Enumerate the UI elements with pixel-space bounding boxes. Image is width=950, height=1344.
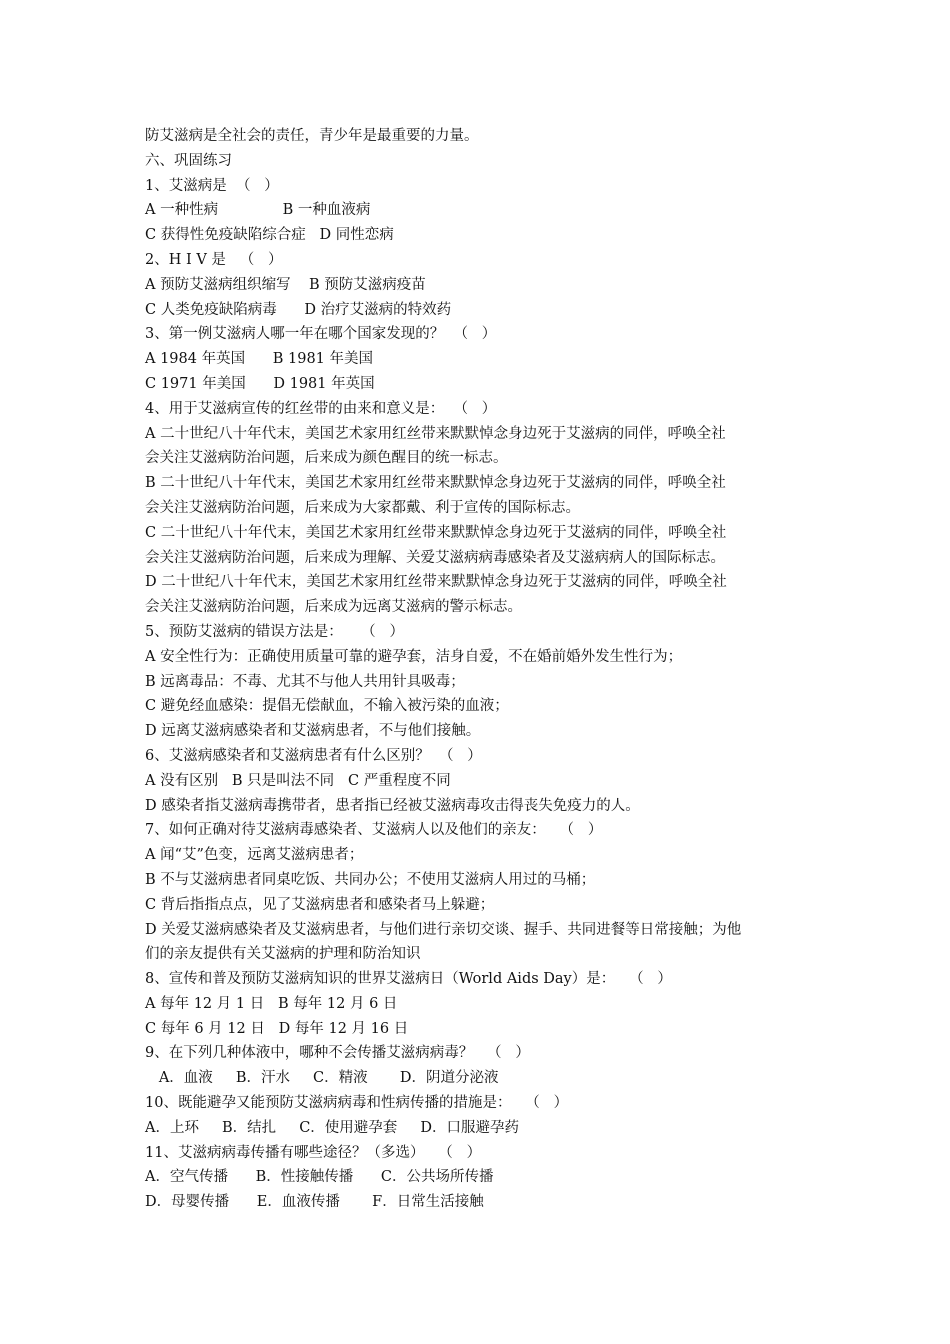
text-line: B 不与艾滋病患者同桌吃饭、共同办公；不使用艾滋病人用过的马桶； xyxy=(145,871,596,888)
text-line: 5、预防艾滋病的错误方法是： （ ） xyxy=(145,623,404,640)
text-line: C 每年 6 月 12 日 D 每年 12 月 16 日 xyxy=(145,1020,409,1037)
text-line: D 二十世纪八十年代末，美国艺术家用红丝带来默默悼念身边死于艾滋病的同伴，呼唤全社 xyxy=(145,574,727,591)
text-line: C 避免经血感染：提倡无偿献血，不输入被污染的血液； xyxy=(145,698,509,715)
text-line: 会关注艾滋病防治问题，后来成为理解、关爱艾滋病病毒感染者及艾滋病病人的国际标志。 xyxy=(145,549,725,566)
text-line: C 获得性免疫缺陷综合症 D 同性恋病 xyxy=(145,227,394,244)
text-line: A 1984 年英国 B 1981 年美国 xyxy=(145,351,374,368)
text-line: 六、巩固练习 xyxy=(145,152,232,169)
text-line: D 关爱艾滋病感染者及艾滋病患者，与他们进行亲切交谈、握手、共同进餐等日常接触；为他 xyxy=(145,921,742,938)
text-line: B 二十世纪八十年代末，美国艺术家用红丝带来默默悼念身边死于艾滋病的同伴，呼唤全社 xyxy=(145,475,726,492)
text-line: 4、用于艾滋病宣传的红丝带的由来和意义是： （ ） xyxy=(145,400,497,417)
text-line: C 1971 年美国 D 1981 年英国 xyxy=(145,375,375,392)
text-line: D．母婴传播 E．血液传播 F．日常生活接触 xyxy=(145,1194,484,1211)
text-line: A．空气传播 B．性接触传播 C．公共场所传播 xyxy=(145,1169,494,1186)
text-line: 会关注艾滋病防治问题，后来成为颜色醒目的统一标志。 xyxy=(145,450,508,467)
text-line: A 安全性行为：正确使用质量可靠的避孕套，洁身自爱，不在婚前婚外发生性行为； xyxy=(145,648,683,665)
text-line: D 感染者指艾滋病毒携带者，患者指已经被艾滋病毒攻击得丧失免疫力的人。 xyxy=(145,797,640,814)
text-line: A 闻“艾”色变，远离艾滋病患者； xyxy=(145,847,364,864)
text-line: A 没有区别 B 只是叫法不同 C 严重程度不同 xyxy=(145,772,451,789)
text-line: A 每年 12 月 1 日 B 每年 12 月 6 日 xyxy=(145,995,398,1012)
text-line: 7、如何正确对待艾滋病毒感染者、艾滋病人以及他们的亲友： （ ） xyxy=(145,822,603,839)
text-line: A．上环 B．结扎 C．使用避孕套 D．口服避孕药 xyxy=(145,1119,519,1136)
text-line: C 人类免疫缺陷病毒 D 治疗艾滋病的特效药 xyxy=(145,301,452,318)
text-line: C 背后指指点点，见了艾滋病患者和感染者马上躲避； xyxy=(145,896,495,913)
text-line: 防艾滋病是全社会的责任，青少年是最重要的力量。 xyxy=(145,128,479,144)
text-line: 11、艾滋病病毒传播有哪些途径？（多选） （ ） xyxy=(145,1144,482,1161)
text-line: A．血液 B．汗水 C．精液 D．阴道分泌液 xyxy=(145,1070,499,1087)
text-line: 2、H I V 是 （ ） xyxy=(145,251,283,268)
text-line: 10、既能避孕又能预防艾滋病病毒和性病传播的措施是： （ ） xyxy=(145,1095,569,1112)
text-line: 3、第一例艾滋病人哪一年在哪个国家发现的？ （ ） xyxy=(145,326,497,343)
text-line: 1、艾滋病是 （ ） xyxy=(145,177,279,194)
text-line: 会关注艾滋病防治问题，后来成为远离艾滋病的警示标志。 xyxy=(145,599,522,616)
text-line: 6、艾滋病感染者和艾滋病患者有什么区别？ （ ） xyxy=(145,747,482,764)
text-line: 9、在下列几种体液中，哪种不会传播艾滋病病毒？ （ ） xyxy=(145,1045,530,1062)
text-line: A 一种性病 B 一种血液病 xyxy=(145,202,371,219)
text-line: 们的亲友提供有关艾滋病的护理和防治知识 xyxy=(145,946,421,963)
text-line: D 远离艾滋病感染者和艾滋病患者，不与他们接触。 xyxy=(145,723,481,740)
text-line: A 二十世纪八十年代末，美国艺术家用红丝带来默默悼念身边死于艾滋病的同伴，呼唤全社 xyxy=(145,425,726,442)
text-line: C 二十世纪八十年代末，美国艺术家用红丝带来默默悼念身边死于艾滋病的同伴，呼唤全社 xyxy=(145,524,727,541)
text-line: B 远离毒品：不毒、尤其不与他人共用针具吸毒； xyxy=(145,673,465,690)
text-line: A 预防艾滋病组织缩写 B 预防艾滋病疫苗 xyxy=(145,276,426,293)
text-line: 会关注艾滋病防治问题，后来成为大家都戴、利于宣传的国际标志。 xyxy=(145,499,580,516)
text-line: 8、宣传和普及预防艾滋病知识的世界艾滋病日（World Aids Day）是： （ ） xyxy=(145,971,672,988)
